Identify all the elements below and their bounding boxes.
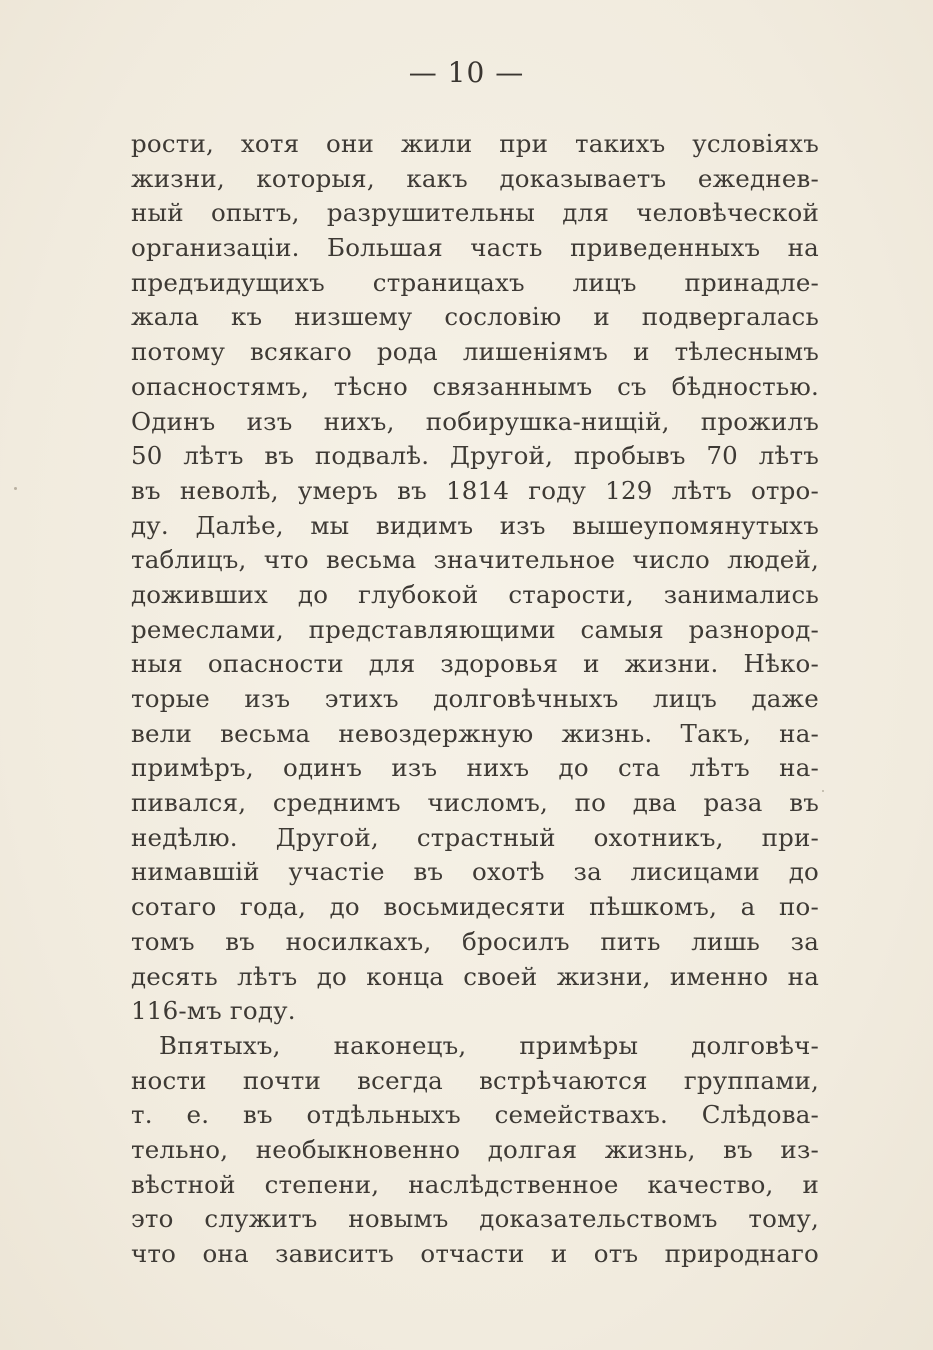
page-number: — 10 — bbox=[408, 56, 525, 89]
text-line: это служитъ новымъ доказательствомъ тому, bbox=[131, 1204, 819, 1234]
text-line: жала къ низшему сословію и подвергалась bbox=[131, 302, 819, 332]
text-line: Одинъ изъ нихъ, побирушка-нищій, прожилъ bbox=[131, 406, 819, 436]
text-line: т. е. въ отдѣльныхъ семействахъ. Слѣдова- bbox=[131, 1100, 819, 1130]
text-line: десять лѣтъ до конца своей жизни, именно на bbox=[131, 961, 819, 991]
text-line: ныя опасности для здоровья и жизни. Нѣко- bbox=[131, 649, 819, 679]
text-line: 116-мъ году. bbox=[131, 996, 296, 1026]
text-line: таблицъ, что весьма значительное число людей, bbox=[131, 545, 819, 575]
text-line: томъ въ носилкахъ, бросилъ пить лишь за bbox=[131, 926, 819, 956]
text-line: опасностямъ, тѣсно связаннымъ съ бѣдностью. bbox=[131, 371, 819, 401]
text-line: въ неволѣ, умеръ въ 1814 году 129 лѣтъ отро- bbox=[131, 475, 819, 505]
paragraph-2 bbox=[131, 1029, 819, 1272]
text-line: торые изъ этихъ долговѣчныхъ лицъ даже bbox=[131, 684, 819, 713]
text-line: вели весьма невоздержную жизнь. Такъ, на- bbox=[131, 718, 819, 748]
text-line: пивался, среднимъ числомъ, по два раза въ bbox=[131, 788, 819, 818]
text-line: потому всякаго рода лишеніямъ и тѣлеснымъ bbox=[131, 337, 819, 367]
text-line: недѣлю. Другой, страстный охотникъ, при- bbox=[131, 822, 819, 852]
text-line: рости, хотя они жили при такихъ условіяхъ bbox=[131, 129, 819, 158]
text-line: нимавшій участіе въ охотѣ за лисицами до bbox=[131, 857, 819, 887]
text-line: ду. Далѣе, мы видимъ изъ вышеупомянутыхъ bbox=[131, 510, 819, 540]
text-line: ремеслами, представляющими самыя разнород- bbox=[131, 614, 819, 644]
text-line: ности почти всегда встрѣчаются группами, bbox=[131, 1065, 819, 1095]
text-line: примѣръ, одинъ изъ нихъ до ста лѣтъ на- bbox=[131, 753, 819, 783]
paper-speck bbox=[822, 790, 824, 792]
text-body bbox=[131, 127, 819, 1272]
text-line: 50 лѣтъ въ подвалѣ. Другой, пробывъ 70 лѣтъ bbox=[131, 441, 819, 471]
text-line: доживших до глубокой старости, занимались bbox=[131, 579, 819, 609]
text-line: тельно, необыкновенно долгая жизнь, въ из- bbox=[131, 1134, 819, 1164]
text-line: Впятыхъ, наконецъ, примѣры долговѣч- bbox=[159, 1030, 819, 1060]
text-line: организаціи. Большая часть приведенныхъ на bbox=[131, 233, 819, 263]
text-line: что она зависитъ отчасти и отъ природнаго bbox=[131, 1239, 819, 1268]
text-line: жизни, которыя, какъ доказываетъ ежеднев- bbox=[131, 163, 819, 193]
paper-speck bbox=[14, 487, 17, 490]
text-line: ный опытъ, разрушительны для человѣческой bbox=[131, 198, 819, 228]
text-line: вѣстной степени, наслѣдственное качество, и bbox=[131, 1169, 819, 1199]
text-line: предъидущихъ страницахъ лицъ принадле- bbox=[131, 267, 819, 297]
paragraph-1 bbox=[131, 127, 819, 1029]
text-line: сотаго года, до восьмидесяти пѣшкомъ, а по- bbox=[131, 892, 819, 922]
